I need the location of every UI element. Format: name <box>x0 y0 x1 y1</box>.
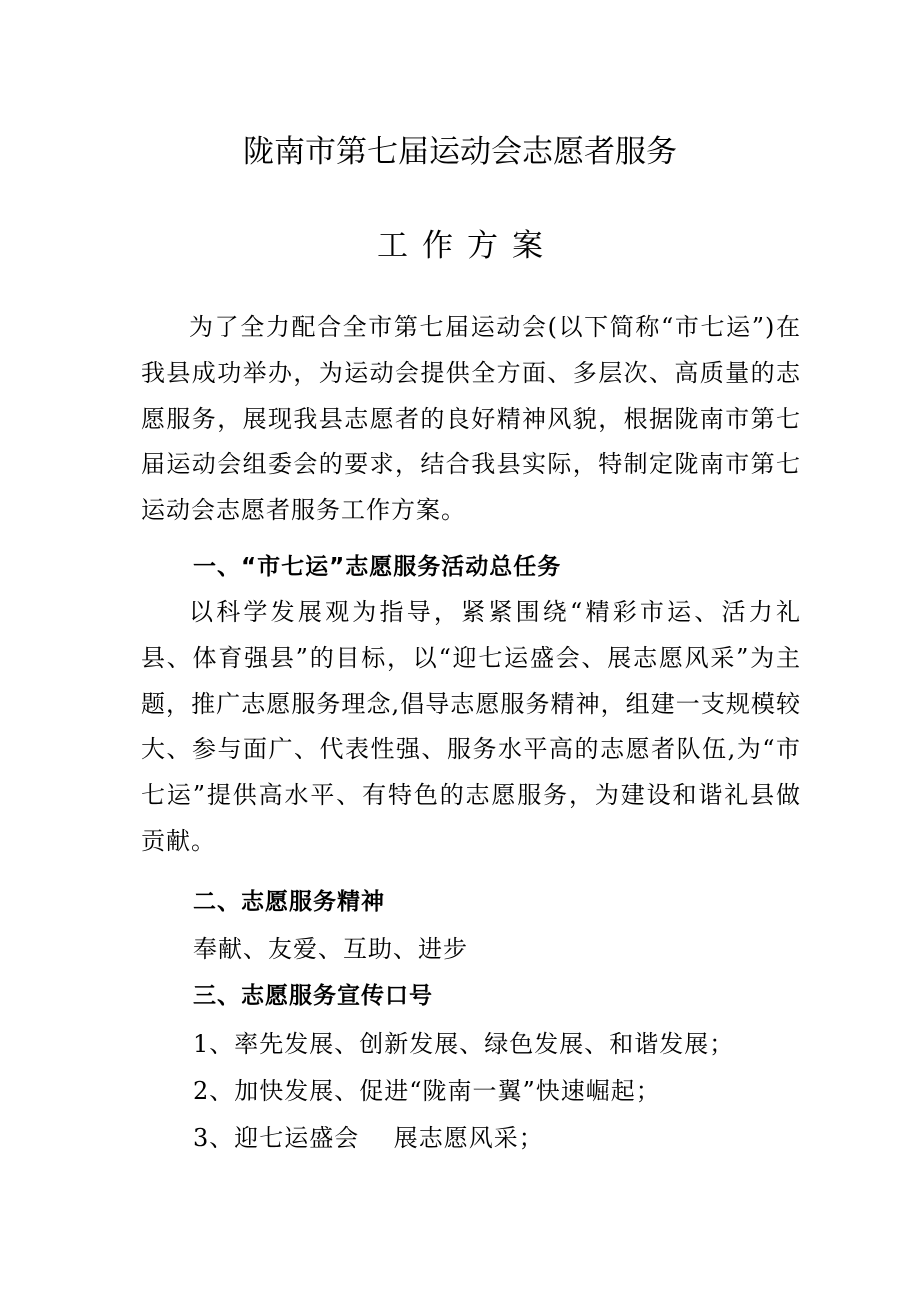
slogan-item: 1、率先发展、创新发展、绿色发展、和谐发展； <box>193 1030 735 1058</box>
slogan-item: 3、迎七运盛会 展志愿风采； <box>193 1124 544 1152</box>
document-title-line1: 陇南市第七届运动会志愿者服务 <box>243 134 677 170</box>
section3-heading: 三、志愿服务宣传口号 <box>193 983 433 1009</box>
section1-heading: 一、“市七运”志愿服务活动总任务 <box>193 554 562 580</box>
document-title-line2: 工作方案 <box>377 228 557 264</box>
intro-paragraph: 为了全力配合全市第七届运动会(以下简称“市七运”)在我县成功举办，为运动会提供全方面、多层次、高质量的志愿服务，展现我县志愿者的良好精神风貌，根据陇南市第七届运动会组委会的要求，结合我县实际，特制定陇南市第七运动会志愿者服务工作方案。 <box>141 313 801 525</box>
section1-paragraph: 以科学发展观为指导，紧紧围绕“精彩市运、活力礼县、体育强县”的目标，以“迎七运盛会、展志愿风采”为主题，推广志愿服务理念,倡导志愿服务精神，组建一支规模较大、参与面广、代表性强、服务水平高的志愿者队伍,为“市七运”提供高水平、有特色的志愿服务，为建设和谐礼县做贡献。 <box>141 598 801 855</box>
section2-heading: 二、志愿服务精神 <box>193 889 385 915</box>
section2-text: 奉献、友爱、互助、进步 <box>193 935 468 963</box>
slogan-item: 2、加快发展、促进“陇南一翼”快速崛起； <box>193 1077 661 1105</box>
